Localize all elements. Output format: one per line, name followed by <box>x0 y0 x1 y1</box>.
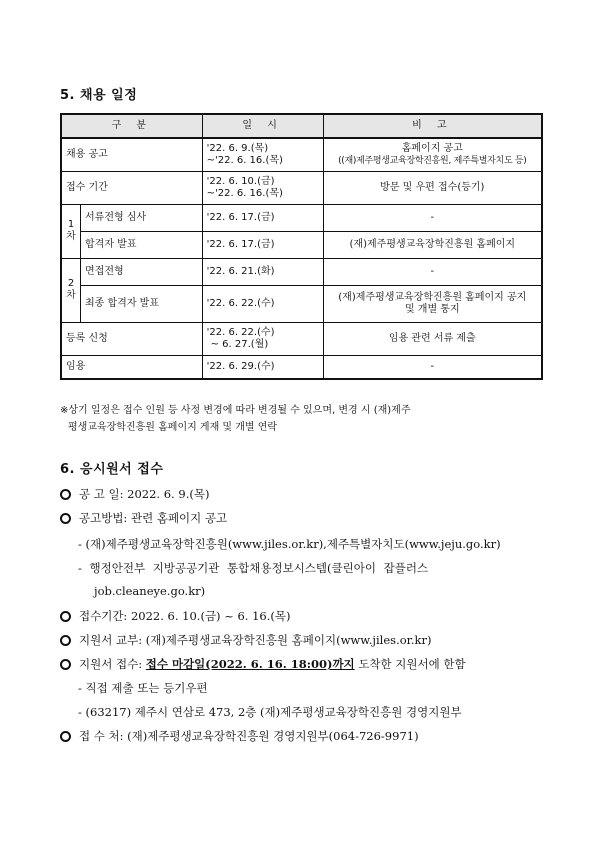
note-line: (재)제주평생교육장학진흥원 홈페이지 공지 <box>338 291 527 303</box>
stage-1-label: 1 차 <box>61 204 81 258</box>
row-label: 서류전형 심사 <box>81 204 203 231</box>
footnote-line: ※상기 일정은 접수 인원 등 사정 변경에 따라 변경될 수 있으며, 변경 시 (재)제주 <box>60 405 411 416</box>
contact-text: 접 수 처: (재)제주평생교육장학진흥원 경영지원부(064-726-9971) <box>79 729 419 743</box>
table-row <box>61 258 542 285</box>
header-category: 구 분 <box>61 114 202 138</box>
period-text: 접수기간: 2022. 6. 10.(금) ~ 6. 16.(목) <box>79 609 291 623</box>
date-line: ~'22. 6. 16.(목) <box>206 187 283 199</box>
row-note: 방문 및 우편 접수(등기) <box>323 171 542 204</box>
notice-date-text: 공 고 일: 2022. 6. 9.(목) <box>79 487 210 501</box>
row-date <box>202 322 323 355</box>
date-line: '22. 6. 9.(목) <box>206 142 269 154</box>
table-row <box>61 322 542 355</box>
list-item <box>60 728 419 744</box>
date-line: ~ 6. 27.(월) <box>210 338 269 350</box>
distribution-text: 지원서 교부: (재)제주평생교육장학진흥원 홈페이지(www.jiles.or.kr) <box>79 633 432 647</box>
schedule-footnote <box>60 402 550 436</box>
row-label: 접수 기간 <box>61 171 202 204</box>
list-item <box>60 486 209 502</box>
note-line: ((재)제주평생교육장학진흥원, 제주특별자치도 등) <box>338 155 527 166</box>
row-note <box>323 138 542 171</box>
table-row <box>61 204 542 231</box>
row-label: 면접전형 <box>81 258 203 285</box>
row-note: 임용 관련 서류 제출 <box>323 322 542 355</box>
row-note: - <box>323 258 542 285</box>
header-date: 일 시 <box>202 114 323 138</box>
row-date: '22. 6. 17.(금) <box>202 231 323 258</box>
table-row <box>61 355 542 379</box>
section6-title: 6. 응시원서 접수 <box>60 462 164 477</box>
list-item <box>60 510 227 526</box>
submission-deadline: 접수 마감일(2022. 6. 16. 18:00)까지 <box>145 657 355 671</box>
circle-bullet-icon <box>60 659 71 670</box>
circle-bullet-icon <box>60 489 71 500</box>
circle-bullet-icon <box>60 635 71 646</box>
notice-method-text: 공고방법: 관련 홈페이지 공고 <box>79 511 228 525</box>
footnote-line: 평생교육장학진흥원 홈페이지 게재 및 개별 연락 <box>68 422 278 433</box>
submission-suffix: 도착한 지원서에 한함 <box>354 657 466 671</box>
list-item <box>60 632 431 648</box>
row-date: '22. 6. 29.(수) <box>202 355 323 379</box>
note-line: 및 개별 통지 <box>404 303 460 315</box>
schedule-table <box>60 113 543 380</box>
header-note: 비 고 <box>323 114 542 138</box>
circle-bullet-icon <box>60 731 71 742</box>
list-item <box>60 656 466 672</box>
date-line: '22. 6. 22.(수) <box>206 326 275 338</box>
circle-bullet-icon <box>60 611 71 622</box>
row-date <box>202 138 323 171</box>
list-subitem: job.cleaneye.go.kr) <box>94 584 206 598</box>
table-row <box>61 138 542 171</box>
row-date <box>202 171 323 204</box>
stage-2-label: 2 차 <box>61 258 81 322</box>
table-header-row <box>61 114 542 138</box>
list-subitem: - 직접 제출 또는 등기우편 <box>78 681 208 695</box>
table-row <box>61 171 542 204</box>
row-label: 등록 신청 <box>61 322 202 355</box>
date-line: ~'22. 6. 16.(목) <box>206 154 283 166</box>
row-label: 임용 <box>61 355 202 379</box>
row-label: 채용 공고 <box>61 138 202 171</box>
circle-bullet-icon <box>60 513 71 524</box>
row-date: '22. 6. 21.(화) <box>202 258 323 285</box>
row-label: 최종 합격자 발표 <box>81 285 203 322</box>
table-row <box>61 285 542 322</box>
row-note: (재)제주평생교육장학진흥원 홈페이지 <box>323 231 542 258</box>
row-note: - <box>323 204 542 231</box>
list-subitem: - (재)제주평생교육장학진흥원(www.jiles.or.kr),제주특별자치도(www.jeju.go.kr) <box>78 537 501 551</box>
note-line: 홈페이지 공고 <box>401 142 463 154</box>
list-subitem: - (63217) 제주시 연삼로 473, 2층 (재)제주평생교육장학진흥원 경영지원부 <box>78 705 462 719</box>
row-label: 합격자 발표 <box>81 231 203 258</box>
list-subitem: - 행정안전부 지방공공기관 통합채용정보시스템(클린아이 잡플러스 <box>78 561 429 575</box>
row-date: '22. 6. 22.(수) <box>202 285 323 322</box>
list-item <box>60 608 291 624</box>
table-row <box>61 231 542 258</box>
row-note <box>323 285 542 322</box>
row-date: '22. 6. 17.(금) <box>202 204 323 231</box>
date-line: '22. 6. 10.(금) <box>206 175 275 187</box>
section5-title: 5. 채용 일정 <box>60 88 138 103</box>
row-note: - <box>323 355 542 379</box>
submission-prefix: 지원서 접수: <box>79 657 146 671</box>
